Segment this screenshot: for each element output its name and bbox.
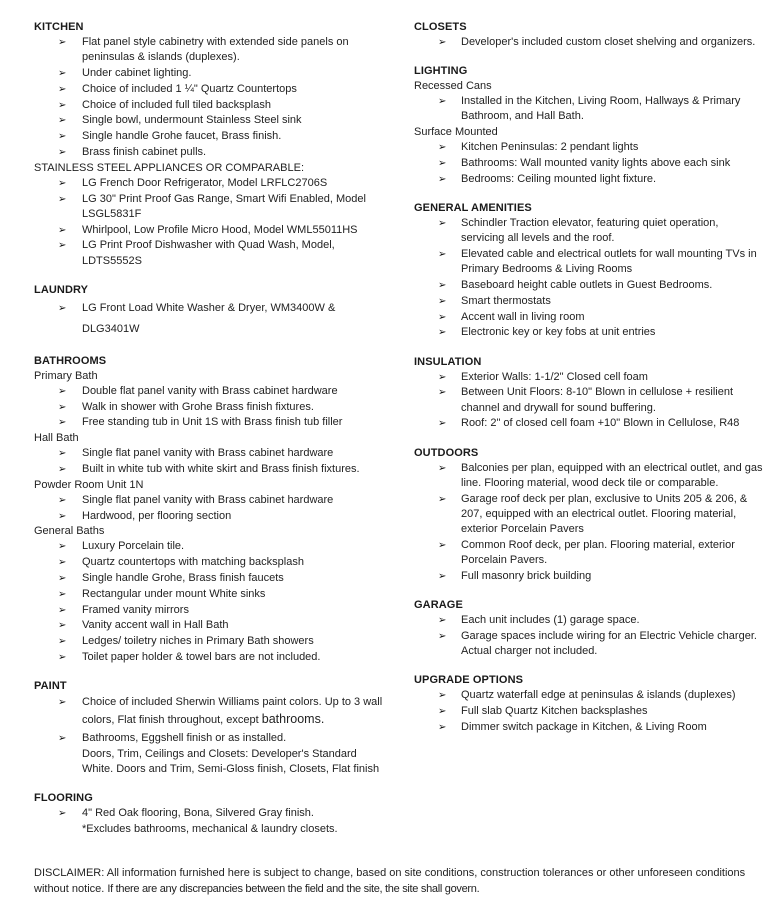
amenities-list [414, 216, 764, 341]
kitchen-section [34, 20, 384, 269]
list-item: ➢ Flat panel style cabinetry with extended side panels on peninsulas & islands (duplexes). [58, 36, 349, 64]
flooring-section [34, 791, 384, 837]
arrow-bullet-icon: ➢ [58, 68, 67, 79]
paint-section [34, 679, 384, 777]
arrow-bullet-icon: ➢ [438, 295, 447, 307]
paint-list [34, 694, 384, 746]
general-baths-list [34, 539, 384, 665]
arrow-bullet-icon: ➢ [438, 158, 447, 169]
list-item: ➢ Choice of included Sherwin Williams paint colors. Up to 3 wall colors, Flat finish throughout, except bathrooms. [58, 696, 383, 727]
arrow-bullet-icon: ➢ [58, 604, 67, 616]
outdoors-list [414, 461, 764, 584]
list-item: ➢ Choice of included 1 ¼" Quartz Countertops [34, 82, 384, 97]
arrow-bullet-icon: ➢ [438, 371, 447, 383]
arrow-bullet-icon: ➢ [58, 697, 67, 709]
arrow-bullet-icon: ➢ [58, 417, 67, 429]
list-item: ➢ Single flat panel vanity with Brass cabinet hardware [34, 493, 384, 508]
arrow-bullet-icon: ➢ [58, 193, 67, 205]
arrow-bullet-icon: ➢ [58, 37, 67, 48]
arrow-bullet-icon: ➢ [438, 37, 447, 48]
garage-section [414, 598, 764, 659]
general-baths-label: General Baths [34, 525, 105, 538]
appliances-list [34, 176, 384, 269]
arrow-bullet-icon: ➢ [438, 327, 447, 339]
hall-bath-label: Hall Bath [34, 432, 79, 445]
bathrooms-section [34, 354, 384, 665]
closets-section [414, 20, 764, 50]
upgrade-options-heading: UPGRADE OPTIONS [414, 674, 524, 687]
flooring-heading: FLOORING [34, 792, 93, 805]
paint-heading: PAINT [34, 680, 67, 693]
list-item: ➢ Single handle Grohe faucet, Brass finish. [34, 129, 384, 144]
list-item: ➢ Quartz waterfall edge at peninsulas & islands (duplexes) [414, 688, 764, 703]
list-item: ➢ LG French Door Refrigerator, Model LRFLC2706S [34, 176, 384, 191]
arrow-bullet-icon: ➢ [58, 620, 67, 632]
list-item: ➢ Each unit includes (1) garage space. [414, 613, 764, 628]
arrow-bullet-icon: ➢ [438, 311, 447, 323]
primary-bath-label: Primary Bath [34, 369, 98, 382]
list-item: ➢ Brass finish cabinet pulls. [34, 145, 384, 160]
list-item: ➢ Bathrooms: Wall mounted vanity lights above each sink [414, 156, 764, 171]
list-item: ➢ Luxury Porcelain tile. [34, 539, 384, 554]
arrow-bullet-icon: ➢ [58, 494, 67, 506]
powder-room-list [34, 493, 384, 524]
disclaimer [34, 866, 754, 897]
arrow-bullet-icon: ➢ [58, 131, 67, 143]
surface-mounted-label: Surface Mounted [414, 126, 498, 139]
lighting-heading: LIGHTING [414, 65, 468, 78]
list-item: ➢ Developer's included custom closet shelving and organizers. [414, 35, 764, 50]
arrow-bullet-icon: ➢ [58, 146, 67, 158]
list-item: ➢ Garage spaces include wiring for an Electric Vehicle charger. Actual charger not included. [438, 629, 757, 657]
arrow-bullet-icon: ➢ [58, 808, 67, 820]
list-item: ➢ Bedrooms: Ceiling mounted light fixture. [414, 172, 764, 187]
list-item: ➢ Baseboard height cable outlets in Guest Bedrooms. [414, 278, 764, 293]
surface-list [414, 140, 764, 187]
list-item: ➢ Accent wall in living room [414, 310, 764, 325]
upgrade-options-list [414, 688, 764, 735]
arrow-bullet-icon: ➢ [438, 249, 447, 260]
list-item: ➢ Full masonry brick building [414, 569, 764, 584]
list-item: ➢ Single bowl, undermount Stainless Steel sink [34, 113, 384, 128]
list-item: ➢ Elevated cable and electrical outlets for wall mounting TVs in Primary Bedrooms & Living Rooms [438, 248, 757, 276]
arrow-bullet-icon: ➢ [438, 462, 447, 474]
laundry-heading: LAUNDRY [34, 283, 89, 296]
arrow-bullet-icon: ➢ [438, 387, 447, 399]
list-item: ➢ LG 30" Print Proof Gas Range, Smart Wifi Enabled, Model LSGL5831F [58, 192, 366, 220]
disclaimer-text: DISCLAIMER: All information furnished here is subject to change, based on site conditions, construction tolerances or other unforeseen conditions without notice. [34, 867, 746, 895]
list-item: ➢ Whirlpool, Low Profile Micro Hood, Model WML55011HS [34, 223, 384, 238]
arrow-bullet-icon: ➢ [58, 651, 67, 663]
garage-list [414, 613, 764, 659]
kitchen-heading: KITCHEN [34, 21, 84, 33]
list-item: ➢ 4" Red Oak flooring, Bona, Silvered Gray finish. [34, 806, 384, 821]
paint-continuation: Doors, Trim, Ceilings and Closets: Developer's Standard White. Doors and Trim, Semi-Gloss finish, Closets, Flat finish [82, 747, 380, 776]
arrow-bullet-icon: ➢ [58, 448, 67, 460]
list-item: ➢ LG Print Proof Dishwasher with Quad Wash, Model, LDTS5552S [58, 239, 335, 267]
arrow-bullet-icon: ➢ [58, 510, 67, 522]
recessed-cans-label: Recessed Cans [414, 80, 492, 93]
left-column [34, 18, 384, 851]
arrow-bullet-icon: ➢ [438, 493, 447, 505]
lighting-section [414, 64, 764, 187]
arrow-bullet-icon: ➢ [58, 572, 67, 584]
arrow-bullet-icon: ➢ [438, 721, 447, 733]
laundry-section [34, 283, 384, 340]
bathrooms-heading: BATHROOMS [34, 354, 107, 367]
amenities-section [414, 201, 764, 341]
list-item: ➢ Under cabinet lighting. [34, 66, 384, 81]
appliances-label: STAINLESS STEEL APPLIANCES OR COMPARABLE: [34, 161, 304, 174]
disclaimer-govern-text: If there are any discrepancies between the field and the site, the site shall govern. [107, 882, 480, 895]
list-item: ➢ Vanity accent wall in Hall Bath [34, 618, 384, 633]
list-item: ➢ Dimmer switch package in Kitchen, & Living Room [414, 720, 764, 735]
flooring-continuation: *Excludes bathrooms, mechanical & laundry closets. [82, 823, 338, 836]
arrow-bullet-icon: ➢ [58, 463, 67, 475]
list-item: ➢ Toilet paper holder & towel bars are not included. [34, 650, 384, 665]
closets-heading: CLOSETS [414, 21, 467, 33]
list-item: ➢ Common Roof deck, per plan. Flooring material, exterior Porcelain Pavers. [438, 538, 735, 566]
arrow-bullet-icon: ➢ [58, 385, 67, 397]
arrow-bullet-icon: ➢ [438, 173, 447, 185]
list-item: ➢ Double flat panel vanity with Brass cabinet hardware [34, 384, 384, 399]
arrow-bullet-icon: ➢ [438, 570, 447, 582]
arrow-bullet-icon: ➢ [58, 224, 67, 236]
arrow-bullet-icon: ➢ [438, 142, 447, 154]
insulation-section [414, 355, 764, 432]
arrow-bullet-icon: ➢ [438, 706, 447, 717]
closets-list [414, 35, 764, 50]
list-item: ➢ LG Front Load White Washer & Dryer, WM3400W & DLG3401W [34, 298, 384, 340]
list-item: ➢ Garage roof deck per plan, exclusive to Units 205 & 206, & 207, equipped with an electrical outlet. Flooring material, exterior Porcelain Pavers [438, 492, 748, 535]
arrow-bullet-icon: ➢ [58, 240, 67, 252]
kitchen-list [34, 35, 384, 160]
list-item: ➢ Quartz countertops with matching backsplash [34, 555, 384, 570]
right-column [414, 18, 764, 749]
list-item: ➢ Roof: 2" of closed cell foam +10" Blown in Cellulose, R48 [414, 416, 764, 431]
hall-bath-list [34, 446, 384, 477]
list-item: ➢ Framed vanity mirrors [34, 603, 384, 618]
list-item: ➢ Electronic key or key fobs at unit entries [414, 325, 764, 340]
recessed-list [414, 94, 764, 124]
arrow-bullet-icon: ➢ [58, 177, 67, 189]
list-item: ➢ Schindler Traction elevator, featuring quiet operation, servicing all levels and the roof. [438, 217, 719, 245]
list-item: ➢ Single flat panel vanity with Brass cabinet hardware [34, 446, 384, 461]
arrow-bullet-icon: ➢ [438, 615, 447, 626]
arrow-bullet-icon: ➢ [58, 588, 67, 600]
list-item: ➢ Full slab Quartz Kitchen backsplashes [414, 704, 764, 719]
insulation-list [414, 370, 764, 432]
arrow-bullet-icon: ➢ [58, 401, 67, 413]
arrow-bullet-icon: ➢ [58, 541, 67, 553]
list-item: ➢ Built in white tub with white skirt and Brass finish fixtures. [34, 462, 384, 477]
insulation-heading: INSULATION [414, 355, 482, 368]
arrow-bullet-icon: ➢ [438, 96, 447, 108]
list-item: ➢ Kitchen Peninsulas: 2 pendant lights [414, 140, 764, 155]
primary-bath-list [34, 384, 384, 431]
upgrade-options-section [414, 673, 764, 735]
arrow-bullet-icon: ➢ [438, 690, 447, 702]
list-item: ➢ Bathrooms, Eggshell finish or as installed. [34, 731, 384, 746]
list-item: ➢ Single handle Grohe, Brass finish faucets [34, 571, 384, 586]
list-item: ➢ Free standing tub in Unit 1S with Brass finish tub filler [34, 415, 384, 430]
laundry-list [34, 298, 384, 340]
list-item: ➢ Rectangular under mount White sinks [34, 587, 384, 602]
list-item: ➢ Smart thermostats [414, 294, 764, 309]
list-item: ➢ Between Unit Floors: 8-10" Blown in cellulose + resilient channel and drywall for sound buffering. [438, 386, 734, 414]
arrow-bullet-icon: ➢ [58, 115, 67, 127]
outdoors-section [414, 446, 764, 584]
list-item: ➢ Balconies per plan, equipped with an electrical outlet, and gas line. Flooring material, wood deck tile or comparable. [438, 461, 763, 489]
list-item: ➢ Hardwood, per flooring section [34, 509, 384, 524]
arrow-bullet-icon: ➢ [438, 539, 447, 551]
amenities-heading: GENERAL AMENITIES [414, 202, 532, 214]
arrow-bullet-icon: ➢ [438, 280, 447, 291]
garage-heading: GARAGE [414, 599, 463, 611]
outdoors-heading: OUTDOORS [414, 446, 479, 459]
list-item: ➢ Installed in the Kitchen, Living Room, Hallways & Primary Bathroom, and Hall Bath. [438, 95, 741, 123]
arrow-bullet-icon: ➢ [58, 83, 67, 95]
arrow-bullet-icon: ➢ [58, 557, 67, 569]
arrow-bullet-icon: ➢ [58, 302, 67, 314]
arrow-bullet-icon: ➢ [58, 636, 67, 648]
arrow-bullet-icon: ➢ [438, 418, 447, 430]
arrow-bullet-icon: ➢ [438, 218, 447, 229]
flooring-list [34, 806, 384, 821]
list-item: ➢ Choice of included full tiled backsplash [34, 98, 384, 113]
arrow-bullet-icon: ➢ [58, 733, 67, 745]
arrow-bullet-icon: ➢ [438, 630, 447, 642]
arrow-bullet-icon: ➢ [58, 99, 67, 111]
list-item: ➢ Ledges/ toiletry niches in Primary Bath showers [34, 634, 384, 649]
powder-room-label: Powder Room Unit 1N [34, 478, 144, 491]
list-item: ➢ Walk in shower with Grohe Brass finish fixtures. [34, 400, 384, 415]
list-item: ➢ Exterior Walls: 1-1/2" Closed cell foam [414, 370, 764, 385]
